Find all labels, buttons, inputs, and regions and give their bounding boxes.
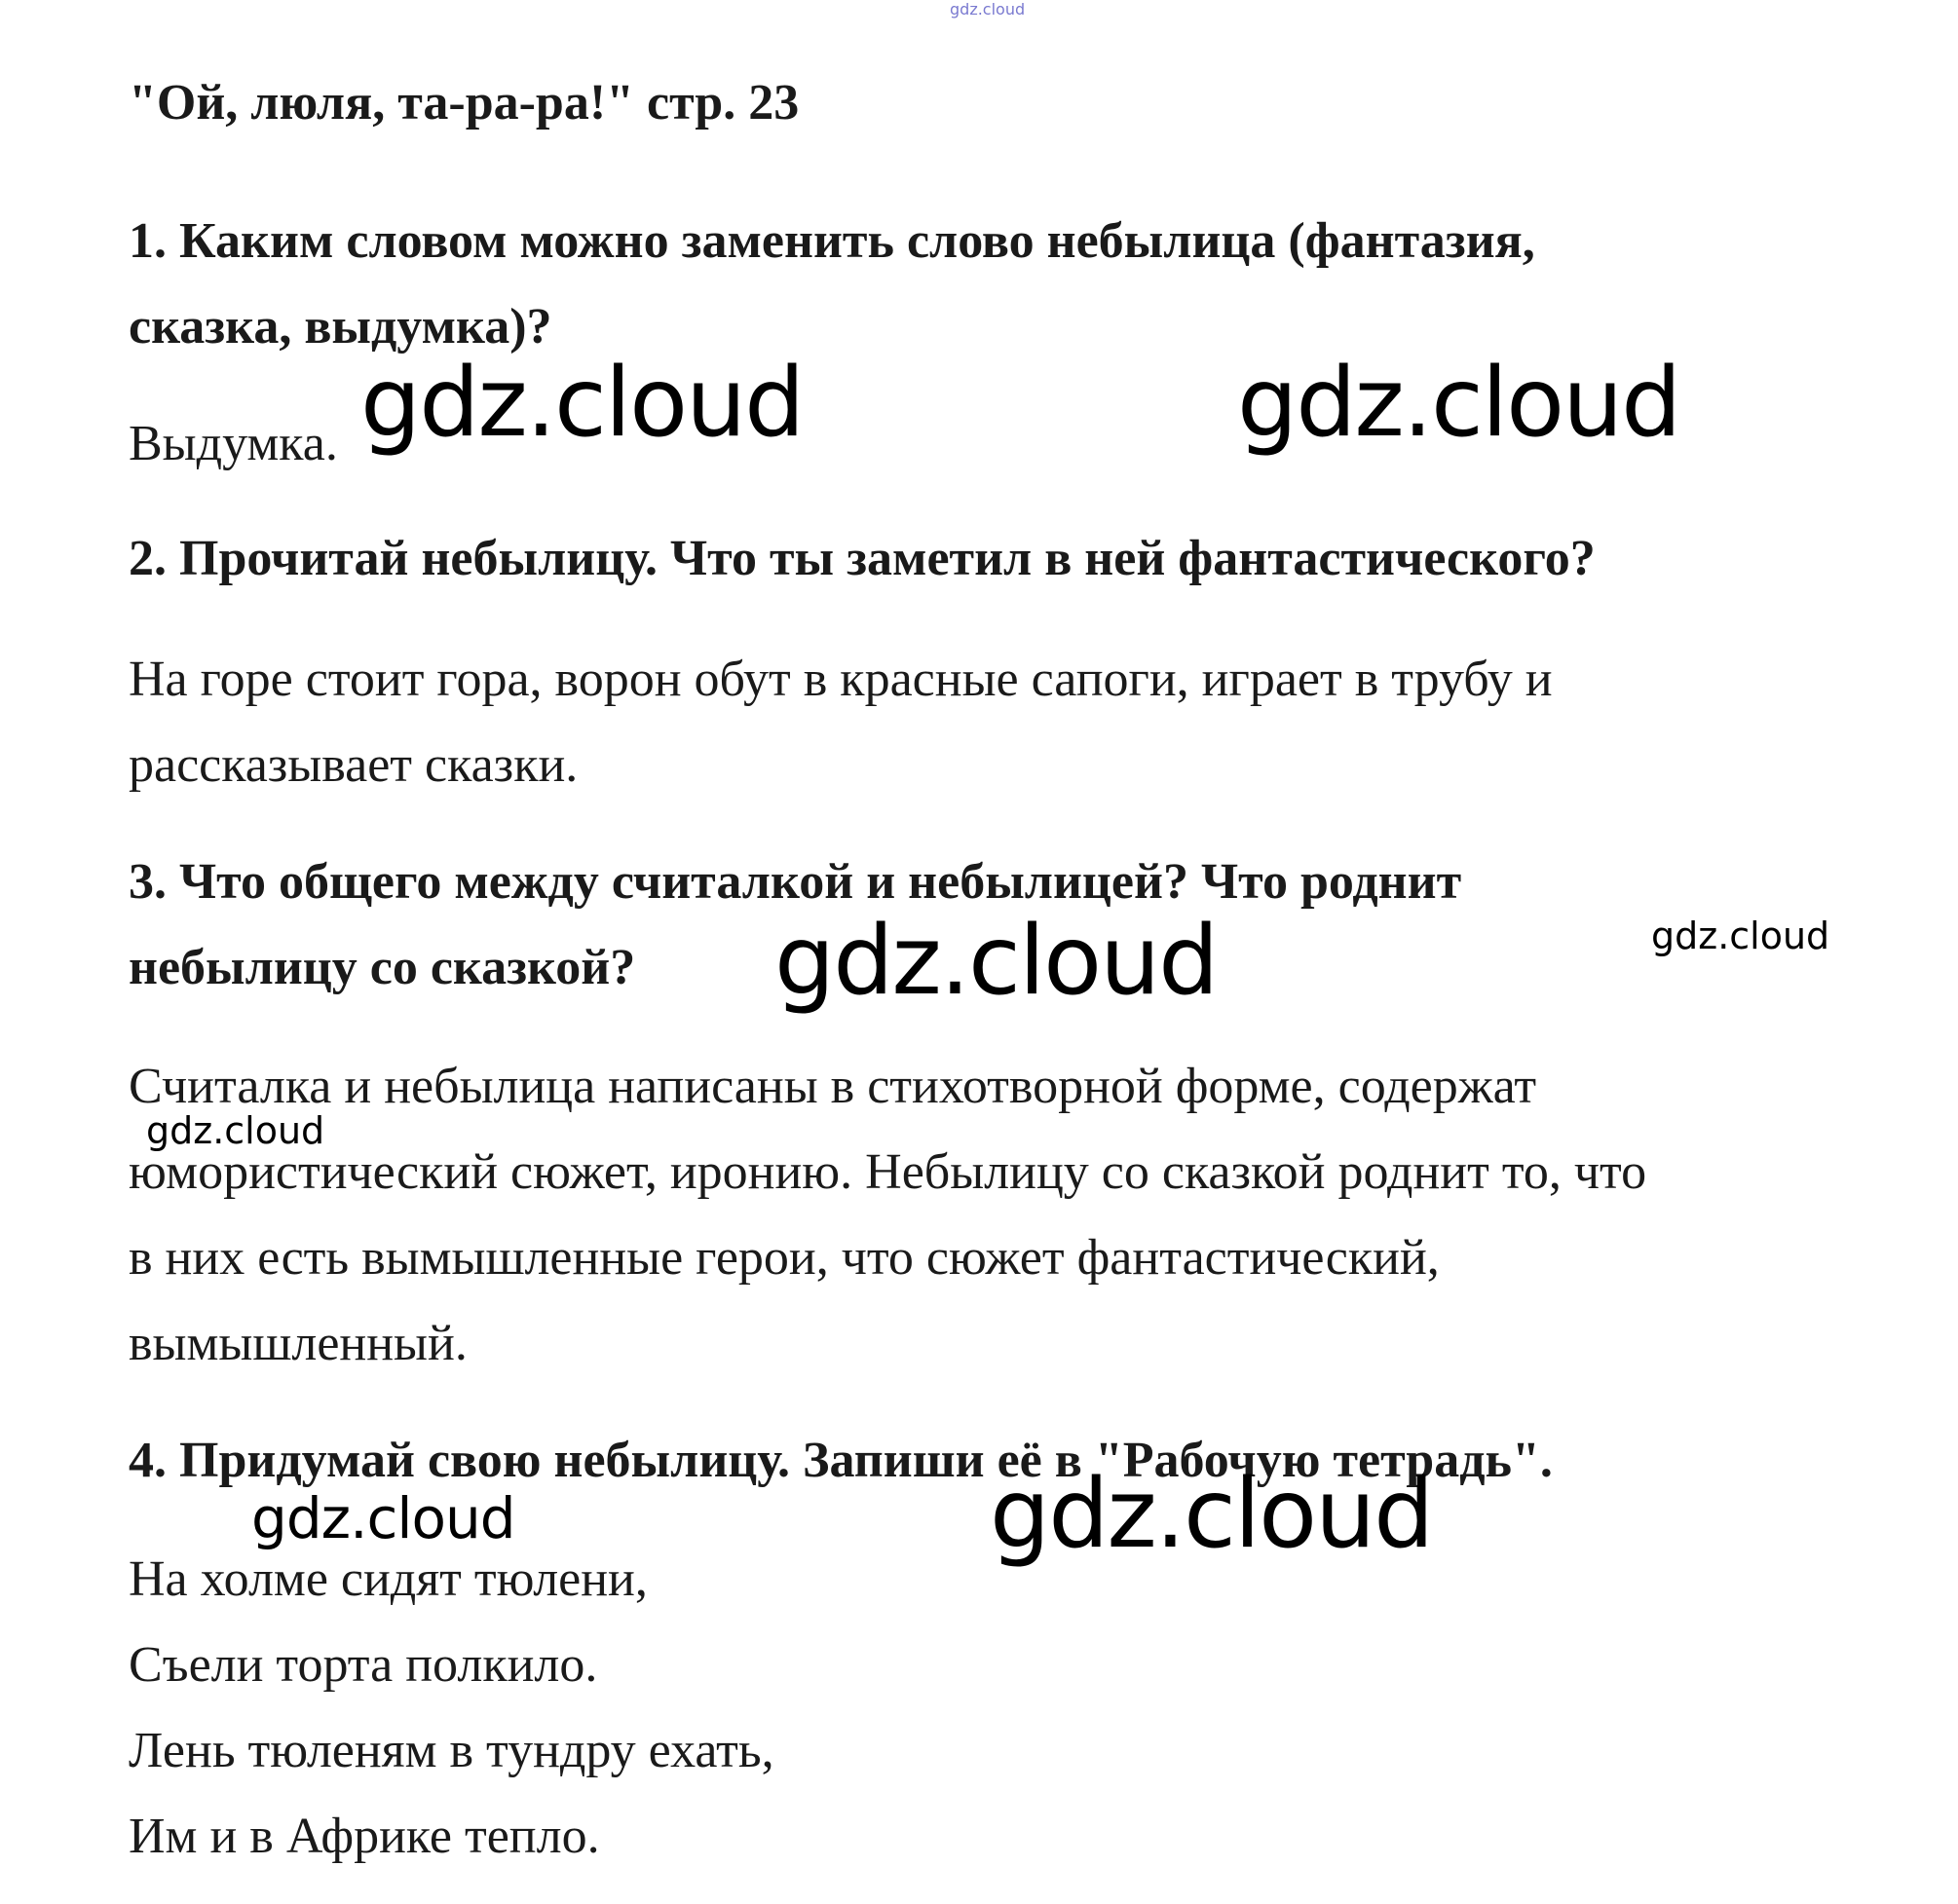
page-title: "Ой, люля, та-ра-ра!" стр. 23 — [129, 75, 800, 131]
question-1-line-1: 1. Каким словом можно заменить слово небылица (фантазия, — [129, 213, 1535, 269]
watermark: gdz.cloud — [1237, 348, 1680, 459]
question-3-line-1: 3. Что общего между считалкой и небылицей? Что роднит — [129, 854, 1462, 910]
question-2-line-1: 2. Прочитай небылицу. Что ты заметил в ней фантастического? — [129, 531, 1596, 586]
watermark: gdz.cloud — [360, 348, 804, 459]
answer-4-line-3: Лень тюленям в тундру ехать, — [129, 1723, 774, 1778]
watermark: gdz.cloud — [774, 906, 1218, 1017]
answer-3-line-1: Считалка и небылица написаны в стихотворной форме, содержат — [129, 1059, 1537, 1114]
watermark: gdz.cloud — [146, 1109, 325, 1152]
answer-4-line-4: Им и в Африке тепло. — [129, 1809, 600, 1864]
watermark: gdz.cloud — [990, 1459, 1433, 1570]
watermark-top: gdz.cloud — [950, 0, 1026, 19]
answer-3-line-2: юмористический сюжет, иронию. Небылицу со сказкой роднит то, что — [129, 1144, 1647, 1200]
watermark: gdz.cloud — [251, 1485, 515, 1551]
answer-2-line-1: На горе стоит гора, ворон обут в красные сапоги, играет в трубу и — [129, 652, 1553, 707]
answer-2-line-2: рассказывает сказки. — [129, 737, 579, 793]
question-1-line-2: сказка, выдумка)? — [129, 299, 552, 355]
question-3-line-2: небылицу со сказкой? — [129, 940, 636, 995]
question-4-line-1: 4. Придумай свою небылицу. Запиши её в "Рабочую тетрадь". — [129, 1433, 1553, 1488]
answer-3-line-4: вымышленный. — [129, 1316, 468, 1371]
answer-4-line-1: На холме сидят тюлени, — [129, 1551, 648, 1607]
answer-3-line-3: в них есть вымышленные герои, что сюжет фантастический, — [129, 1230, 1440, 1286]
answer-1-line-1: Выдумка. — [129, 416, 338, 471]
watermark: gdz.cloud — [1651, 915, 1830, 957]
answer-4-line-2: Съели торта полкило. — [129, 1637, 598, 1693]
